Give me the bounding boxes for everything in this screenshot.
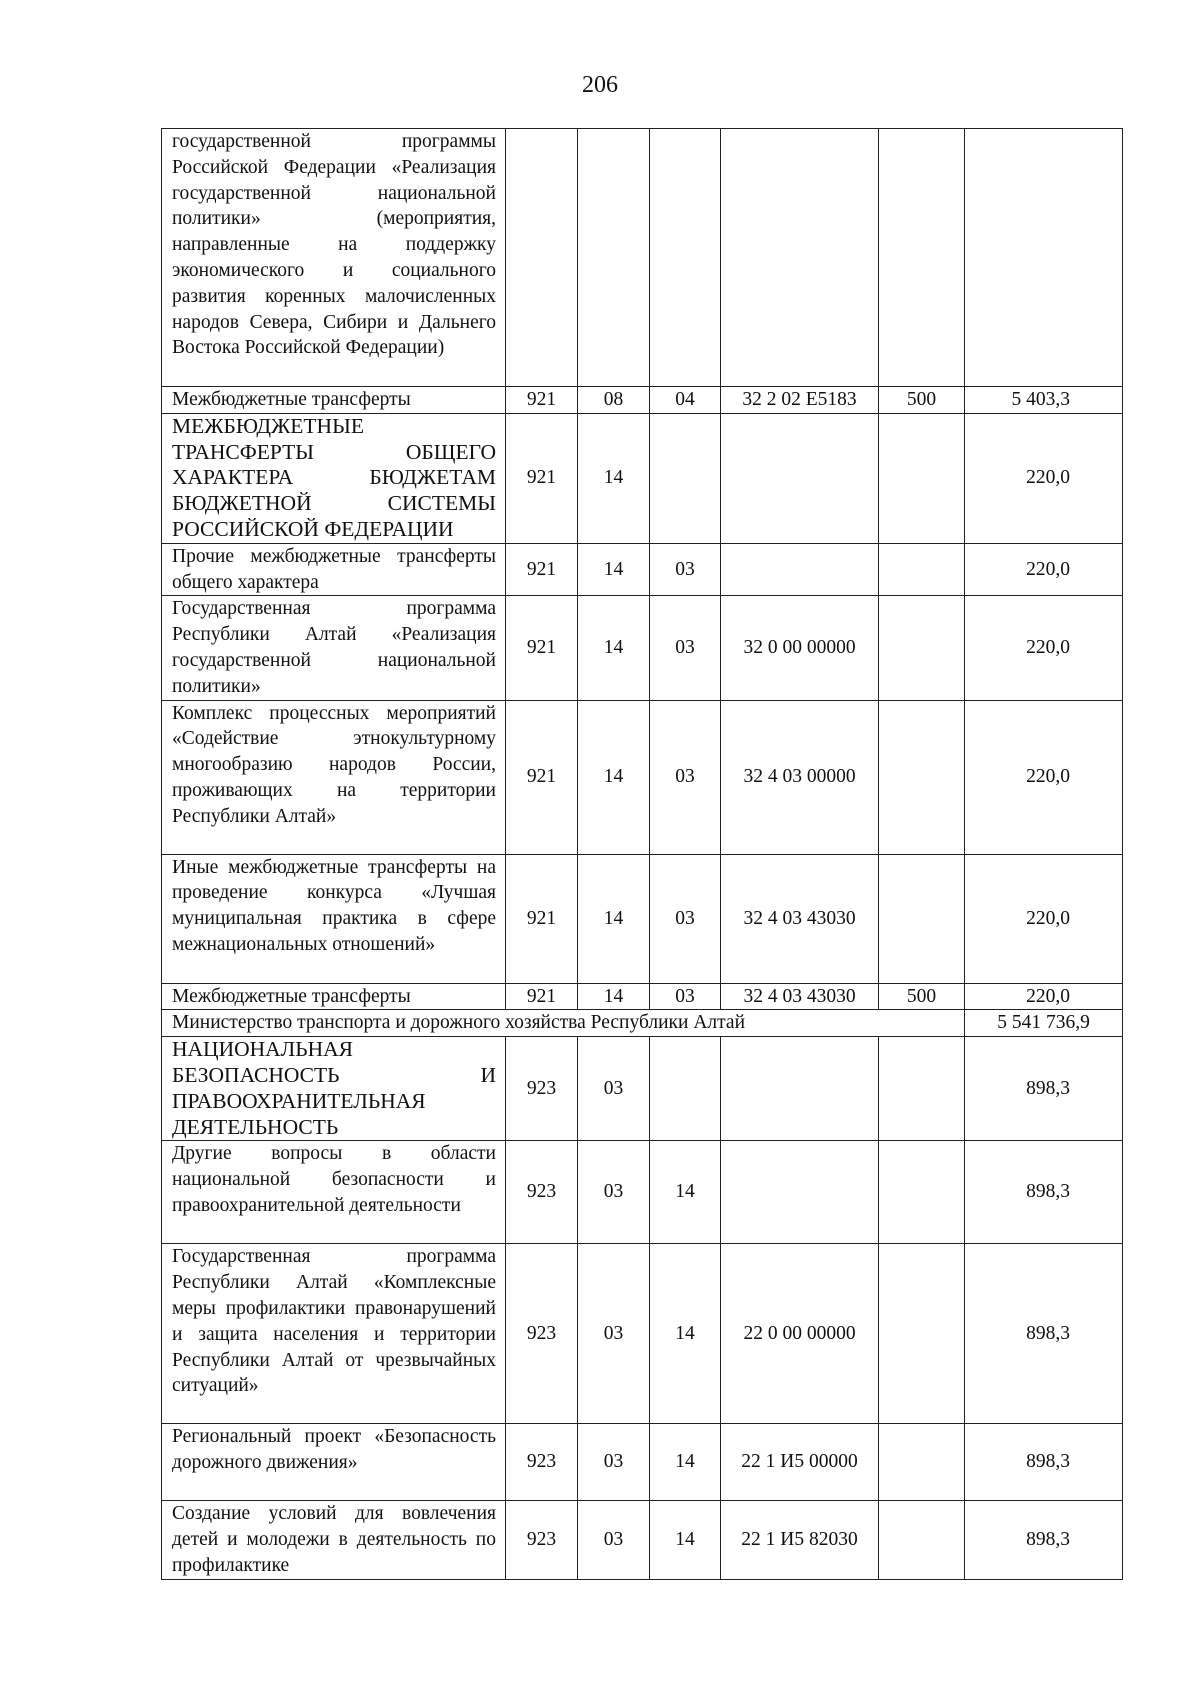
section-code-cell: 14 [578, 854, 650, 983]
subsection-code-cell: 03 [650, 700, 721, 854]
grbs-code-cell: 921 [506, 543, 578, 596]
target-article-cell [721, 1037, 879, 1141]
target-article-cell: 32 4 03 43030 [721, 854, 879, 983]
target-article-cell: 22 1 И5 82030 [721, 1501, 879, 1579]
grbs-code-cell: 921 [506, 700, 578, 854]
amount-cell: 220,0 [965, 596, 1123, 700]
section-code-cell: 03 [578, 1424, 650, 1501]
section-code-cell: 14 [578, 543, 650, 596]
table-row [162, 1244, 1123, 1424]
expense-type-cell: 500 [879, 387, 965, 414]
grbs-code-cell: 921 [506, 983, 578, 1010]
grbs-code-cell: 921 [506, 413, 578, 543]
amount-cell: 220,0 [965, 854, 1123, 983]
amount-cell: 220,0 [965, 983, 1123, 1010]
name-cell: Иные межбюджетные трансферты на проведение конкурса «Лучшая муниципальная практика в сфере межнациональных отношений» [162, 854, 506, 983]
amount-cell: 220,0 [965, 700, 1123, 854]
section-code-cell: 03 [578, 1244, 650, 1424]
budget-table [161, 128, 1123, 1580]
amount-cell: 898,3 [965, 1501, 1123, 1579]
expense-type-cell [879, 129, 965, 387]
subsection-code-cell: 03 [650, 983, 721, 1010]
budget-table-body [162, 129, 1123, 1580]
table-row [162, 1037, 1123, 1141]
subsection-code-cell: 03 [650, 596, 721, 700]
grbs-code-cell: 923 [506, 1037, 578, 1141]
target-article-cell: 32 4 03 00000 [721, 700, 879, 854]
amount-cell: 898,3 [965, 1244, 1123, 1424]
section-code-cell: 14 [578, 700, 650, 854]
name-cell: Прочие межбюджетные трансферты общего характера [162, 543, 506, 596]
table-row [162, 129, 1123, 387]
name-cell: Создание условий для вовлечения детей и молодежи в деятельность по профилактике [162, 1501, 506, 1579]
target-article-cell [721, 413, 879, 543]
grbs-code-cell: 923 [506, 1244, 578, 1424]
name-cell: Региональный проект «Безопасность дорожного движения» [162, 1424, 506, 1501]
amount-cell: 220,0 [965, 413, 1123, 543]
target-article-cell: 22 0 00 00000 [721, 1244, 879, 1424]
subsection-code-cell [650, 1037, 721, 1141]
table-row [162, 387, 1123, 414]
table-row [162, 983, 1123, 1010]
section-code-cell: 03 [578, 1501, 650, 1579]
ministry-amount-cell: 5 541 736,9 [965, 1010, 1123, 1037]
grbs-code-cell: 923 [506, 1424, 578, 1501]
target-article-cell [721, 543, 879, 596]
section-code-cell: 14 [578, 413, 650, 543]
table-row [162, 413, 1123, 543]
subsection-code-cell [650, 413, 721, 543]
page-number: 206 [582, 72, 618, 98]
expense-type-cell: 500 [879, 983, 965, 1010]
amount-cell: 898,3 [965, 1424, 1123, 1501]
grbs-code-cell: 921 [506, 596, 578, 700]
name-cell: государственной программы Российской Федерации «Реализация государственной национальной политики» (мероприятия, направленные на поддержку экономического и социального развития коренных малочисленных народов Севера, Сибири и Дальнего Востока Российской Федерации) [162, 129, 506, 387]
section-code-cell [578, 129, 650, 387]
section-code-cell: 03 [578, 1037, 650, 1141]
name-cell: НАЦИОНАЛЬНАЯ БЕЗОПАСНОСТЬ И ПРАВООХРАНИТЕЛЬНАЯ ДЕЯТЕЛЬНОСТЬ [162, 1037, 506, 1141]
subsection-code-cell: 14 [650, 1141, 721, 1244]
expense-type-cell [879, 1424, 965, 1501]
section-code-cell: 08 [578, 387, 650, 414]
target-article-cell: 32 2 02 Е5183 [721, 387, 879, 414]
section-code-cell: 14 [578, 983, 650, 1010]
target-article-cell [721, 129, 879, 387]
subsection-code-cell: 14 [650, 1501, 721, 1579]
section-code-cell: 14 [578, 596, 650, 700]
amount-cell [965, 129, 1123, 387]
expense-type-cell [879, 1141, 965, 1244]
expense-type-cell [879, 1037, 965, 1141]
target-article-cell [721, 1141, 879, 1244]
subsection-code-cell: 03 [650, 543, 721, 596]
expense-type-cell [879, 1501, 965, 1579]
table-row [162, 596, 1123, 700]
name-cell: Межбюджетные трансферты [162, 983, 506, 1010]
subsection-code-cell: 14 [650, 1424, 721, 1501]
grbs-code-cell: 921 [506, 854, 578, 983]
expense-type-cell [879, 413, 965, 543]
expense-type-cell [879, 543, 965, 596]
name-cell: Межбюджетные трансферты [162, 387, 506, 414]
target-article-cell: 22 1 И5 00000 [721, 1424, 879, 1501]
table-row [162, 1424, 1123, 1501]
section-code-cell: 03 [578, 1141, 650, 1244]
subsection-code-cell: 03 [650, 854, 721, 983]
amount-cell: 220,0 [965, 543, 1123, 596]
table-row [162, 1501, 1123, 1579]
name-cell: МЕЖБЮДЖЕТНЫЕ ТРАНСФЕРТЫ ОБЩЕГО ХАРАКТЕРА БЮДЖЕТАМ БЮДЖЕТНОЙ СИСТЕМЫ РОССИЙСКОЙ ФЕДЕРАЦИИ [162, 413, 506, 543]
amount-cell: 5 403,3 [965, 387, 1123, 414]
target-article-cell: 32 0 00 00000 [721, 596, 879, 700]
expense-type-cell [879, 596, 965, 700]
amount-cell: 898,3 [965, 1141, 1123, 1244]
name-cell: Комплекс процессных мероприятий «Содействие этнокультурному многообразию народов России, проживающих на территории Республики Алтай» [162, 700, 506, 854]
ministry-row [162, 1010, 1123, 1037]
name-cell: Государственная программа Республики Алтай «Реализация государственной национальной политики» [162, 596, 506, 700]
expense-type-cell [879, 1244, 965, 1424]
subsection-code-cell: 14 [650, 1244, 721, 1424]
name-cell: Другие вопросы в области национальной безопасности и правоохранительной деятельности [162, 1141, 506, 1244]
expense-type-cell [879, 854, 965, 983]
table-row [162, 700, 1123, 854]
ministry-name-cell: Министерство транспорта и дорожного хозяйства Республики Алтай [162, 1010, 965, 1037]
grbs-code-cell [506, 129, 578, 387]
subsection-code-cell: 04 [650, 387, 721, 414]
name-cell: Государственная программа Республики Алтай «Комплексные меры профилактики правонарушений и защита населения и территории Республики Алтай от чрезвычайных ситуаций» [162, 1244, 506, 1424]
grbs-code-cell: 921 [506, 387, 578, 414]
grbs-code-cell: 923 [506, 1501, 578, 1579]
subsection-code-cell [650, 129, 721, 387]
grbs-code-cell: 923 [506, 1141, 578, 1244]
table-row [162, 854, 1123, 983]
expense-type-cell [879, 700, 965, 854]
table-row [162, 543, 1123, 596]
amount-cell: 898,3 [965, 1037, 1123, 1141]
target-article-cell: 32 4 03 43030 [721, 983, 879, 1010]
table-row [162, 1141, 1123, 1244]
